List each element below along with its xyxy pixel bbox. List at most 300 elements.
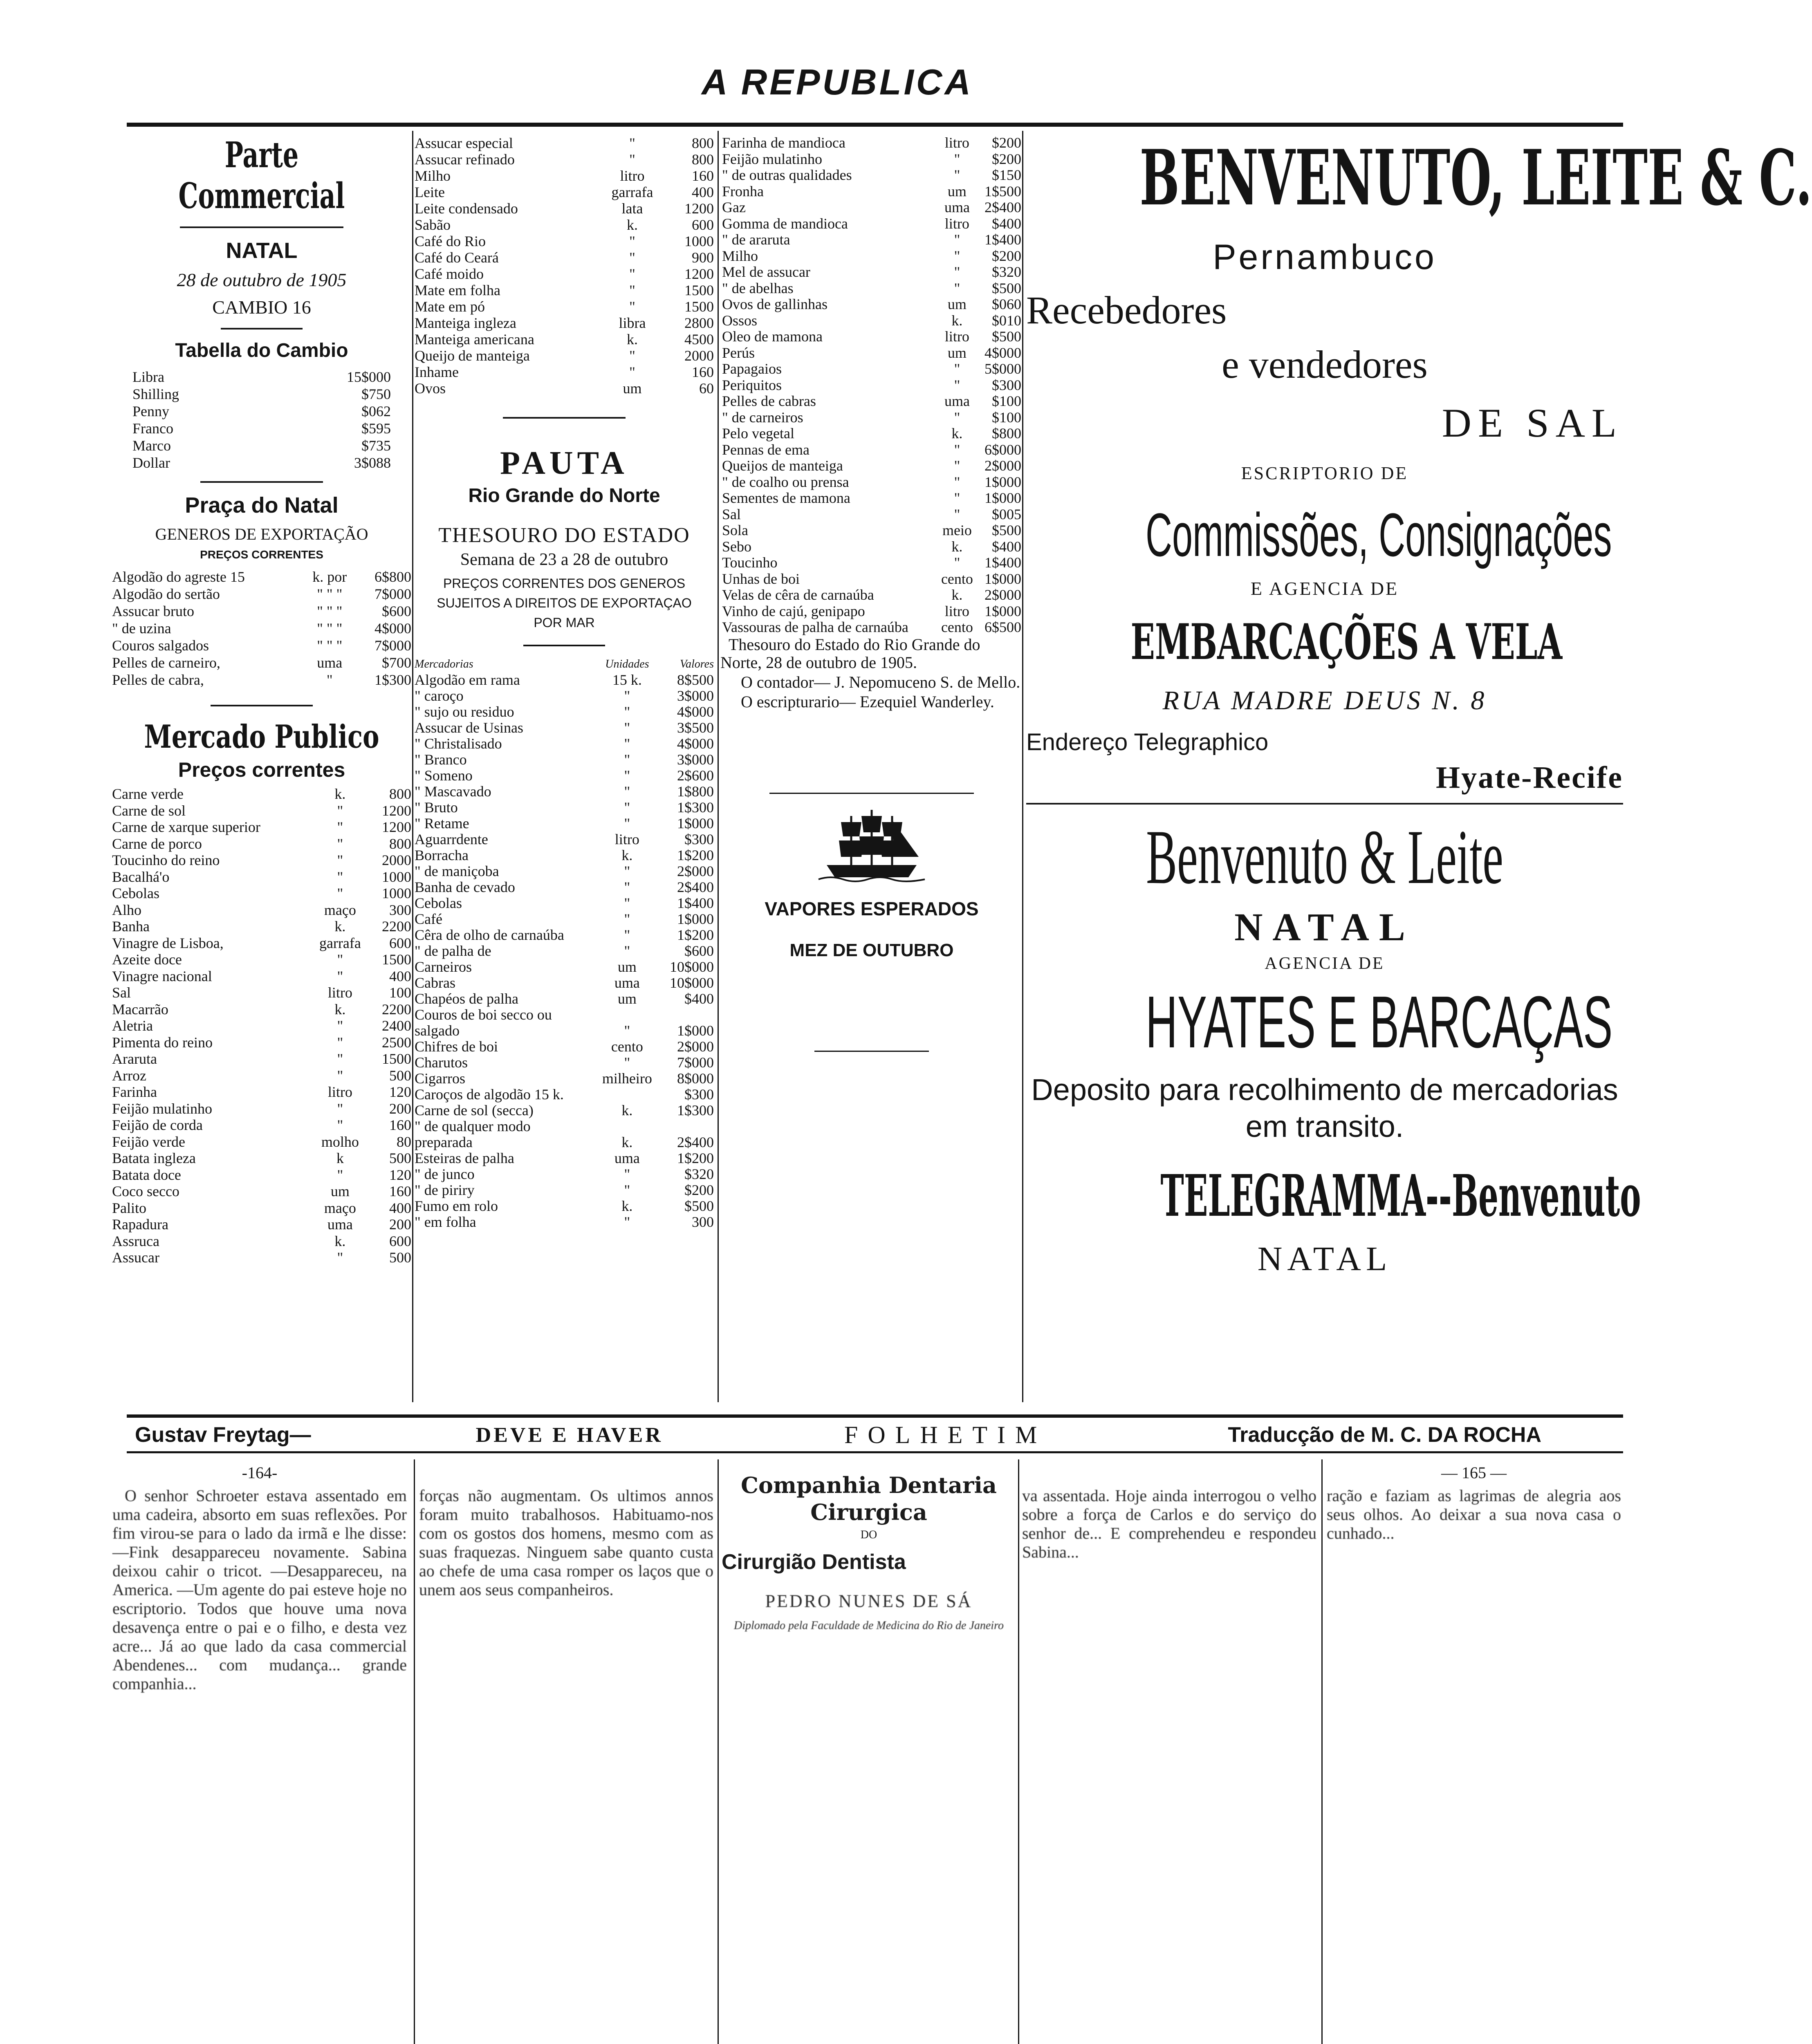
mercado-item: Pimenta do reino (112, 1034, 213, 1051)
pauta-unit: " (624, 863, 630, 879)
mercado-row (110, 802, 413, 819)
cambio-row (131, 437, 392, 454)
pauta-cont-item: Farinha de mandioca (722, 134, 845, 151)
pauta-unit: k. (621, 847, 633, 863)
pauta-row (413, 1150, 715, 1166)
folhetim-divider (1018, 1459, 1019, 2044)
pauta-cont-price: 1$500 (984, 183, 1021, 199)
market-item: Café do Ceará (415, 249, 499, 266)
pauta-price: 8$500 (677, 672, 714, 688)
pauta-price: 4$000 (677, 704, 714, 720)
ad-embarcacoes: EMBARCAÇÕES A VELA (1130, 613, 1563, 671)
pauta-row (413, 1055, 715, 1071)
pauta-cont-price: $100 (992, 409, 1021, 426)
pauta-cont-unit: cento (941, 570, 973, 587)
market-unit: " (629, 266, 635, 282)
pauta-unit (595, 1007, 659, 1023)
mercado-item: Feijão verde (112, 1133, 185, 1150)
market-item: Leite (415, 184, 445, 200)
market-continued-table (413, 135, 715, 397)
mercado-row (110, 869, 413, 885)
market-row (413, 233, 715, 249)
mercado-row (110, 1051, 413, 1067)
pauta-item: " de qualquer modo (415, 1118, 531, 1134)
mercado-unit: k. (334, 1001, 346, 1018)
pauta-cont-unit: litro (944, 134, 969, 151)
pauta-item: Assucar de Usinas (415, 719, 523, 736)
pauta-row (413, 943, 715, 959)
pauta-cont-unit: k. (951, 312, 963, 329)
pauta-row (413, 1182, 715, 1198)
pauta-price: 1$200 (677, 927, 714, 943)
market-unit: " (629, 249, 635, 266)
ad-agencia-1: E AGENCIA DE (1250, 578, 1399, 599)
pauta-cont-item: " de outras qualidades (722, 167, 852, 183)
mercado-row (110, 935, 413, 952)
pauta-item: " Retame (415, 815, 469, 831)
folhetim-column-5 (1327, 1464, 1621, 2044)
market-item: Assucar refinado (415, 151, 515, 168)
mercado-row (110, 1084, 413, 1100)
pauta-price: 1$300 (677, 1102, 714, 1118)
pauta-cont-item: " de abelhas (722, 280, 794, 296)
pauta-cont-unit: uma (944, 393, 970, 409)
pauta-item: Algodão em rama (415, 672, 520, 688)
market-row (413, 249, 715, 266)
dentist-title: Cirurgião Dentista (722, 1550, 906, 1574)
market-unit: k. (627, 217, 638, 233)
pauta-cont-price: $500 (992, 280, 1021, 296)
market-unit: " (629, 151, 635, 168)
pauta-unit: " (624, 1166, 630, 1182)
market-row (413, 347, 715, 364)
market-price: 1200 (684, 200, 714, 217)
pauta-item: preparada (415, 1134, 473, 1150)
pauta-item: " Mascavado (415, 783, 491, 800)
pauta-price: 1$200 (677, 1150, 714, 1166)
pauta-cont-row (720, 603, 1023, 620)
pauta-cont-unit: meio (942, 522, 972, 538)
mercado-unit: " (337, 868, 343, 885)
pauta-item: Charutos (415, 1054, 468, 1071)
market-row (413, 282, 715, 298)
mercado-unit: " (337, 885, 343, 901)
pauta-row (413, 768, 715, 784)
pauta-cont-item: Pennas de ema (722, 441, 810, 458)
pauta-cont-row (720, 296, 1023, 313)
pauta-cont-unit: " (954, 457, 960, 474)
pauta-unit: " (624, 815, 630, 831)
mercado-unit: " (337, 951, 343, 968)
export-price: 7$000 (375, 637, 411, 654)
pauta-row (413, 847, 715, 863)
market-item: Mate em folha (415, 282, 500, 298)
pauta-cont-row (720, 329, 1023, 345)
pauta-unit: " (624, 943, 630, 959)
mercado-item: Aletria (112, 1018, 153, 1034)
cambio-value: $735 (361, 437, 391, 454)
folhetim-divider (1321, 1459, 1323, 2044)
pauta-header-item: Mercadorias (415, 658, 473, 670)
pauta-item: salgado (415, 1022, 460, 1039)
mercado-subtitle: Preços correntes (178, 758, 345, 781)
escripturario-signature: O escripturario— Ezequiel Wanderley. (741, 692, 994, 711)
pauta-price: $300 (684, 1086, 714, 1103)
pauta-item: Couros de boi secco ou (415, 1006, 552, 1023)
pauta-item: Esteiras de palha (415, 1150, 514, 1166)
mercado-price: 120 (389, 1166, 411, 1183)
pauta-unit: " (624, 751, 630, 768)
cambio-value: $062 (361, 403, 391, 419)
pauta-cont-unit: " (954, 231, 960, 248)
pauta-cont-item: Gaz (722, 199, 746, 215)
pauta-cont-price: $200 (992, 150, 1021, 167)
pauta-place: Rio Grande do Norte (468, 485, 660, 507)
mercado-price: 2200 (382, 918, 411, 935)
ad-recebedores: Recebedores (1026, 288, 1227, 332)
mercado-row (110, 836, 413, 852)
pauta-unit: k. (621, 1198, 633, 1214)
mercado-item: Assucar (112, 1249, 159, 1266)
mercado-unit: molho (321, 1133, 359, 1150)
market-row (413, 315, 715, 331)
mercado-price: 2200 (382, 1001, 411, 1018)
pauta-cont-unit: " (954, 554, 960, 571)
ad-deposito: Deposito para recolhimento de mercadorias em transito. (1031, 1073, 1618, 1143)
cambio-table-title: Tabella do Cambio (175, 340, 348, 361)
pauta-item: " em folha (415, 1214, 476, 1230)
pauta-price: 1$800 (677, 783, 714, 800)
cambio-value: $595 (361, 420, 391, 437)
pauta-item: " caroço (415, 688, 464, 704)
market-row (413, 184, 715, 200)
export-item: " de uzina (112, 620, 171, 637)
export-item: Pelles de cabra, (112, 672, 204, 688)
pauta-cont-item: Ossos (722, 312, 758, 329)
market-row (413, 135, 715, 151)
cambio-row (131, 385, 392, 403)
market-unit: garrafa (611, 184, 653, 200)
export-unit: " (326, 672, 333, 688)
pauta-cont-unit: k. (951, 587, 963, 603)
mercado-price: 160 (389, 1117, 411, 1133)
mercado-item: Vinagre nacional (112, 968, 212, 984)
export-row (110, 654, 413, 671)
folhetim-header (135, 1423, 1541, 1447)
pauta-cont-row (720, 507, 1023, 523)
market-item: Assucar especial (415, 135, 513, 151)
pauta-title: PAUTA (500, 445, 628, 481)
ad-agencia-2: AGENCIA DE (1265, 954, 1385, 973)
cambio-value: $750 (361, 386, 391, 402)
mercado-item: Feijão de corda (112, 1117, 203, 1133)
pauta-row (413, 831, 715, 847)
ad-endereco: Endereço Telegraphico (1026, 729, 1269, 755)
pauta-item: Caroços de algodão 15 k. (415, 1086, 564, 1103)
mercado-row (110, 1249, 413, 1266)
mercado-price: 400 (389, 1199, 411, 1216)
pauta-cont-row (720, 377, 1023, 394)
ad-commissoes: Commissões, Consignações (1146, 500, 1612, 569)
mercado-row (110, 1117, 413, 1134)
mercado-item: Toucinho do reino (112, 852, 220, 868)
pauta-cont-row (720, 571, 1023, 587)
pauta-cont-row (720, 361, 1023, 377)
mercado-unit: " (337, 1067, 343, 1084)
pauta-cont-unit: " (954, 409, 960, 426)
pauta-price: 10$000 (670, 959, 714, 975)
cambio-label: Shilling (132, 386, 179, 402)
pauta-price: 10$000 (670, 975, 714, 991)
export-price: 6$800 (375, 569, 411, 585)
market-item: Café moido (415, 266, 484, 282)
ad-firm-name-2: Benvenuto & Leite (1146, 814, 1503, 900)
pauta-cont-price: $200 (992, 134, 1021, 151)
pauta-cont-item: Papagaios (722, 361, 782, 377)
mercado-unit: k. (334, 786, 346, 802)
pauta-header-price: Valores (680, 658, 714, 670)
folhetim-page-left: -164- (242, 1464, 278, 1482)
pauta-cont-price: $200 (992, 247, 1021, 264)
pauta-item: Fumo em rolo (415, 1198, 498, 1214)
date-line: 28 de outubro de 1905 (177, 269, 347, 290)
market-row (413, 364, 715, 380)
export-price: 4$000 (375, 620, 411, 637)
praca-title: Praça do Natal (185, 493, 339, 518)
mercado-row (110, 1018, 413, 1034)
folhetim-label: FOLHETIM (844, 1421, 1047, 1448)
cambio-label: Penny (132, 403, 169, 419)
market-item: Inhame (415, 364, 459, 380)
pauta-cont-price: 1$000 (984, 570, 1021, 587)
pauta-item: " Bruto (415, 799, 458, 816)
pauta-row (413, 816, 715, 831)
mercado-price: 500 (389, 1249, 411, 1266)
pauta-cont-price: $100 (992, 393, 1021, 409)
dentist-company: Companhia Dentaria Cirurgica (740, 1472, 997, 1525)
pauta-unit: " (624, 767, 630, 784)
vapores-title: VAPORES ESPERADOS (765, 898, 979, 919)
pauta-cont-row (720, 232, 1023, 248)
mercado-unit: k (336, 1150, 344, 1166)
pauta-row (413, 1071, 715, 1087)
pauta-cont-item: " de coalho ou prensa (722, 473, 849, 490)
pauta-cont-price: 5$000 (984, 361, 1021, 377)
market-unit: " (629, 364, 635, 380)
pauta-cont-item: Toucinho (722, 554, 778, 571)
export-unit: uma (317, 654, 343, 671)
ad-telegramma: TELEGRAMMA--Benvenuto (1160, 1163, 1641, 1230)
cambio-label: Franco (132, 420, 173, 437)
pauta-item: Chapéos de palha (415, 991, 518, 1007)
pauta-cont-row (720, 280, 1023, 297)
pauta-price: 7$000 (677, 1054, 714, 1071)
pauta-price: 2$400 (677, 1134, 714, 1150)
folhetim-divider (414, 1459, 415, 2044)
market-item: Mate em pó (415, 298, 485, 315)
mercado-price: 600 (389, 1233, 411, 1249)
mercado-item: Banha (112, 918, 150, 935)
mercado-price: 2000 (382, 852, 411, 868)
mercado-item: Macarrão (112, 1001, 168, 1018)
market-row (413, 217, 715, 233)
mercado-row (110, 918, 413, 935)
market-row (413, 331, 715, 347)
cambio-table (131, 368, 392, 471)
pauta-cont-item: Sementes de mamona (722, 490, 850, 506)
mercado-unit: maço (324, 901, 356, 918)
market-unit: libra (619, 315, 646, 331)
pauta-cont-unit: " (954, 247, 960, 264)
market-item: Café do Rio (415, 233, 486, 249)
pauta-cont-item: Fronha (722, 183, 764, 199)
mercado-row (110, 1167, 413, 1183)
pauta-row (413, 863, 715, 879)
dentist-do: DO (860, 1529, 877, 1541)
folhetim-column-4 (1022, 1464, 1316, 2044)
ad-natal-2: NATAL (1257, 1240, 1392, 1278)
mercado-row (110, 1001, 413, 1018)
pauta-cont-price: 2$000 (984, 457, 1021, 474)
pauta-price: $400 (684, 991, 714, 1007)
mercado-unit: " (337, 802, 343, 819)
mercado-item: Batata doce (112, 1166, 181, 1183)
folhetim-page-right: — 165 — (1441, 1464, 1507, 1482)
masthead-title: A REPUBLICA (701, 62, 973, 102)
market-unit: " (629, 347, 635, 364)
mercado-row (110, 984, 413, 1001)
pauta-cont-row (720, 135, 1023, 151)
pauta-row (413, 688, 715, 704)
mercado-unit: garrafa (319, 935, 361, 951)
pauta-item: Cabras (415, 975, 455, 991)
mercado-row (110, 1034, 413, 1051)
pauta-continued-column (720, 135, 1023, 1402)
ad-city: Pernambuco (1213, 238, 1437, 277)
export-unit: k. por (312, 569, 347, 585)
pauta-price: 1$400 (677, 895, 714, 911)
pauta-cont-price: $500 (992, 522, 1021, 538)
dentist-advertisement (722, 1464, 1016, 2044)
mercado-item: Feijão mulatinho (112, 1100, 212, 1117)
cambio-row (131, 368, 392, 385)
pauta-row (413, 1103, 715, 1118)
pauta-unit: " (624, 927, 630, 943)
pauta-cont-item: " de carneiros (722, 409, 803, 426)
pauta-price: 3$000 (677, 751, 714, 768)
mercado-unit: " (337, 1100, 343, 1117)
export-item: Pelles de carneiro, (112, 654, 220, 671)
closing-text: Thesouro do Estado do Rio Grande do Norte, 28 de outubro de 1905. (720, 635, 980, 672)
pauta-unit: litro (614, 831, 639, 847)
pauta-unit: cento (611, 1038, 643, 1055)
pauta-cont-row (720, 442, 1023, 458)
pauta-unit: k. (621, 1134, 633, 1150)
pauta-unit: " (624, 879, 630, 895)
mercado-item: Palito (112, 1199, 147, 1216)
market-price: 800 (692, 135, 714, 151)
pauta-price: 8$000 (677, 1070, 714, 1087)
pauta-cont-item: Milho (722, 247, 758, 264)
mercado-item: Azeite doce (112, 951, 182, 968)
market-item: Milho (415, 168, 451, 184)
export-table (110, 568, 413, 688)
mercado-price: 80 (397, 1133, 411, 1150)
market-item: Manteiga ingleza (415, 315, 516, 331)
export-price: 1$300 (375, 672, 411, 688)
pauta-cont-item: Mel de assucar (722, 264, 810, 280)
pauta-cont-item: Ovos de gallinhas (722, 296, 828, 312)
pauta-cont-item: Unhas de boi (722, 570, 800, 587)
mercado-price: 1200 (382, 819, 411, 835)
pauta-price: 1$000 (677, 1022, 714, 1039)
pauta-cont-price: 1$400 (984, 231, 1021, 248)
mercado-price: 1500 (382, 951, 411, 968)
semana-line: Semana de 23 a 28 de outubro (460, 550, 668, 569)
export-item: Algodão do sertão (112, 586, 220, 602)
pauta-cont-row (720, 539, 1023, 555)
ad-natal-1: NATAL (1234, 905, 1415, 949)
mercado-row (110, 819, 413, 836)
pauta-item: Chifres de boi (415, 1038, 498, 1055)
mercado-unit: maço (324, 1199, 356, 1216)
mercado-price: 500 (389, 1067, 411, 1084)
mercado-unit: " (337, 835, 343, 852)
generos-title: GENEROS DE EXPORTAÇÃO (155, 525, 368, 543)
pauta-cont-price: 4$000 (984, 344, 1021, 361)
pauta-cont-row (720, 426, 1023, 442)
pauta-row (413, 784, 715, 800)
mercado-price: 1000 (382, 868, 411, 885)
folhetim-rule-bottom (127, 1451, 1623, 1453)
pauta-row (413, 1134, 715, 1150)
market-unit: " (629, 298, 635, 315)
mercado-price: 1500 (382, 1051, 411, 1067)
mercado-title: Mercado Publico (144, 718, 379, 755)
pauta-price: $600 (684, 943, 714, 959)
pauta-item: " de palha de (415, 943, 491, 959)
pauta-item: Cigarros (415, 1070, 465, 1087)
pauta-unit: milheiro (602, 1070, 652, 1087)
market-price: 1500 (684, 282, 714, 298)
pauta-item: Carne de sol (secca) (415, 1102, 534, 1118)
pauta-cont-row (720, 522, 1023, 539)
precos-title: PREÇOS CORRENTES (200, 548, 323, 561)
mercado-item: Carne verde (112, 786, 184, 802)
folhetim-text-5: ração e faziam as lagrimas de alegria aos seus olhos. Ao deixar a sua nova casa o cunhado... (1327, 1486, 1621, 1542)
pauta-unit: uma (614, 1150, 640, 1166)
mercado-row (110, 1150, 413, 1167)
pauta-row (413, 1118, 715, 1134)
mercado-item: Rapadura (112, 1216, 168, 1233)
export-row (110, 585, 413, 603)
folhetim-author: Gustav Freytag— (135, 1423, 311, 1447)
pauta-row (413, 1198, 715, 1214)
pauta-item: Café (415, 911, 442, 927)
mercado-item: Assruca (112, 1233, 159, 1249)
pauta-column (413, 135, 715, 1402)
mercado-price: 200 (389, 1216, 411, 1233)
market-row (413, 200, 715, 217)
pauta-cont-unit: um (947, 183, 967, 199)
pauta-item: " Someno (415, 767, 473, 784)
ad-address: RUA MADRE DEUS N. 8 (1162, 686, 1487, 715)
mercado-row (110, 1216, 413, 1233)
pauta-continued-table (720, 135, 1023, 636)
pauta-price: 300 (692, 1214, 714, 1230)
mercado-price: 200 (389, 1100, 411, 1117)
ad-de-sal: DE SAL (1442, 400, 1623, 446)
